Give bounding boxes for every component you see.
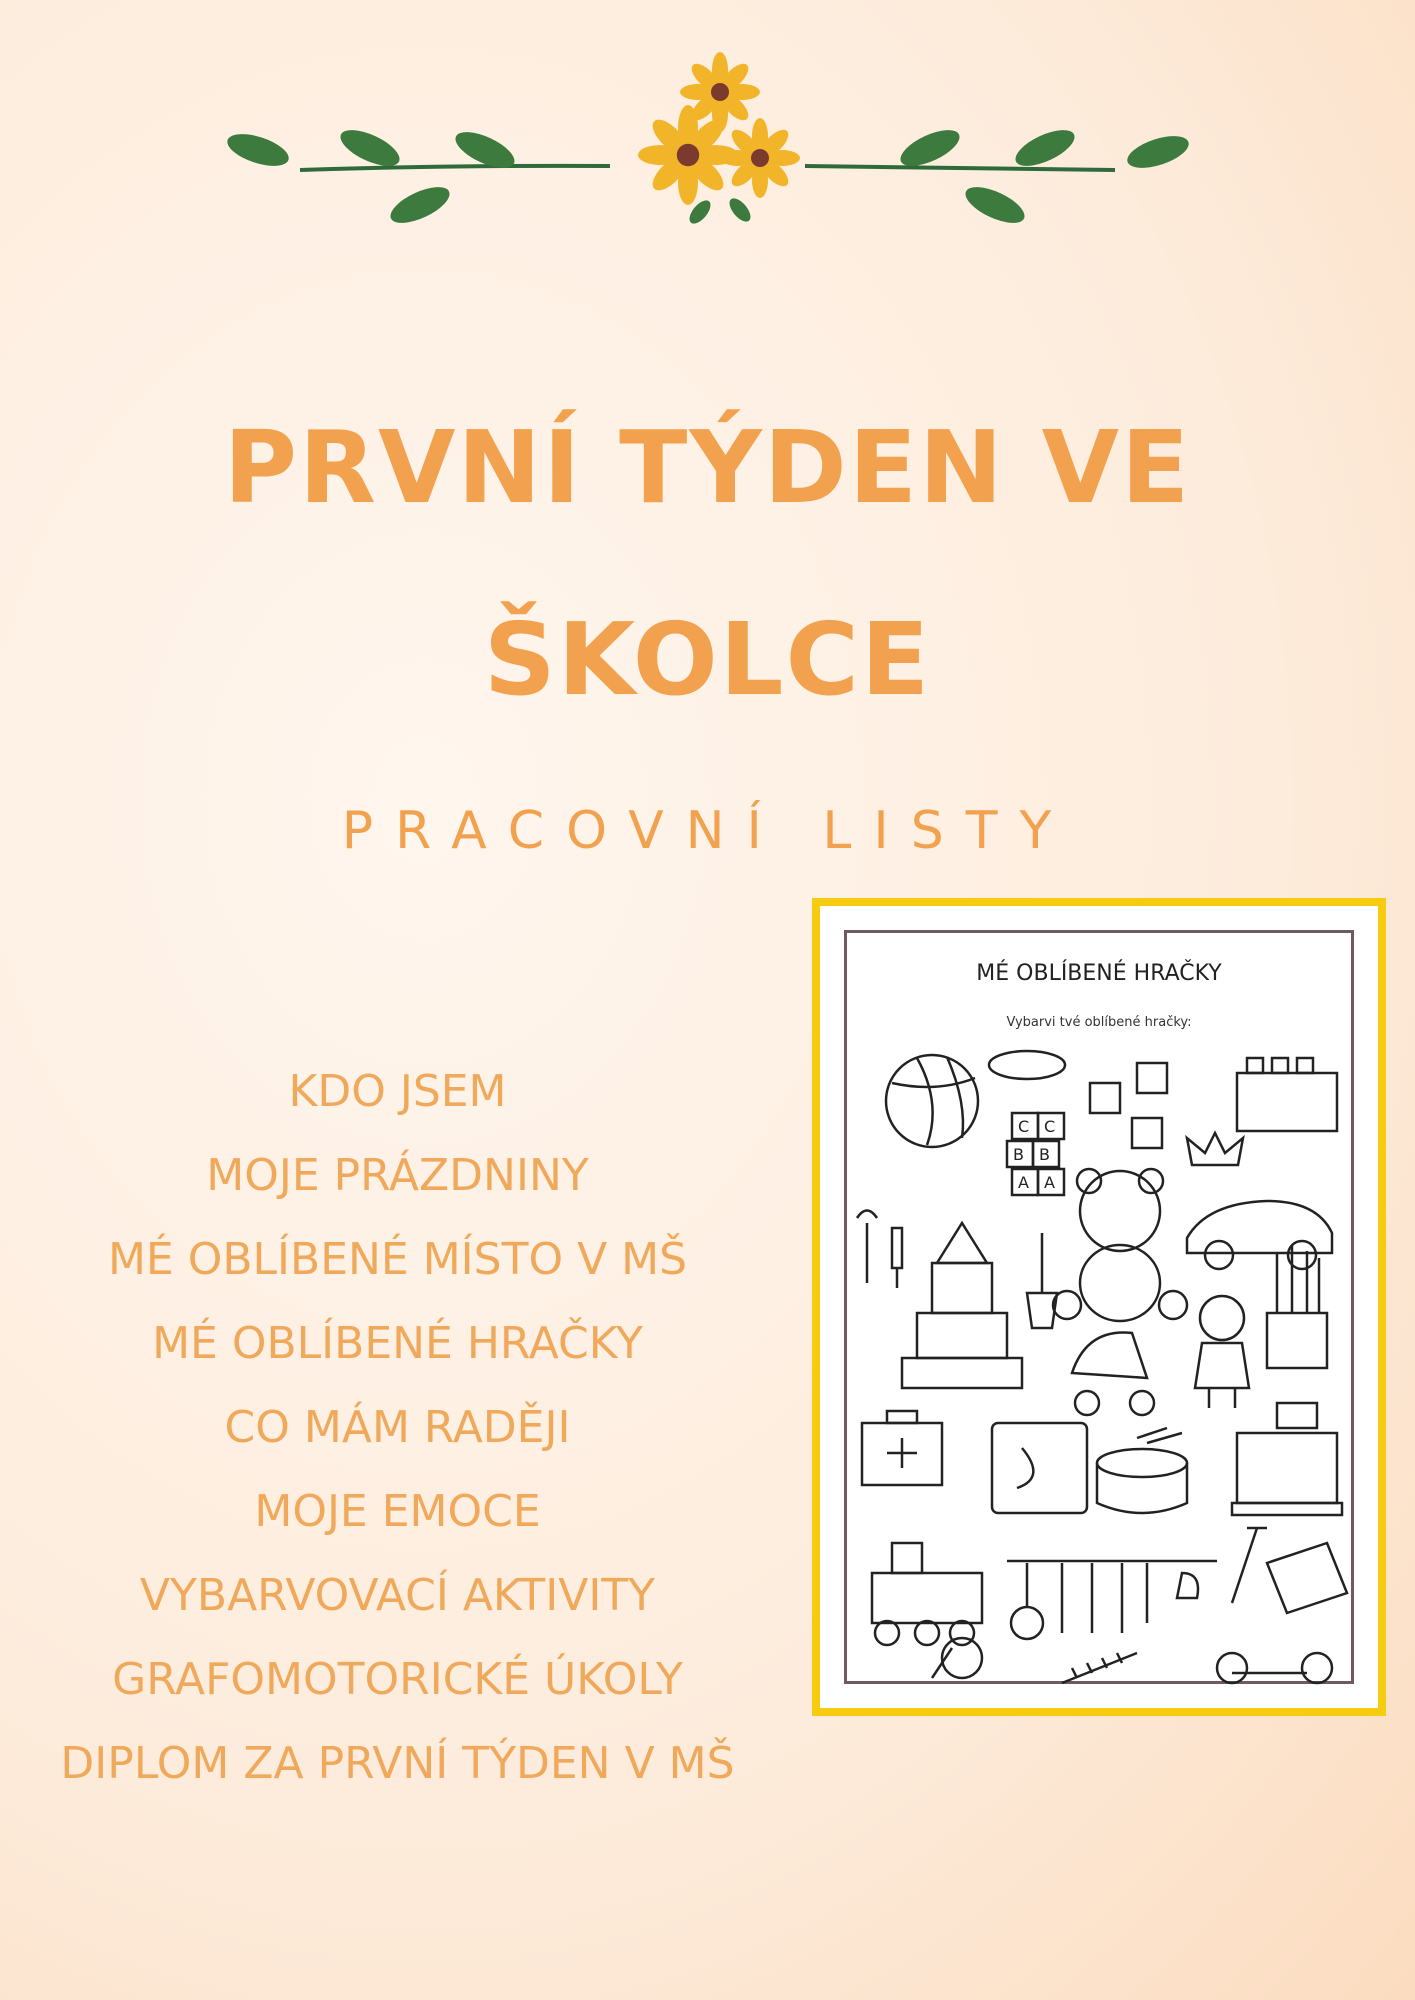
crown-icon xyxy=(1187,1133,1243,1165)
tools-icon xyxy=(857,1211,902,1289)
stroller-icon xyxy=(1072,1333,1154,1416)
contents-item: DIPLOM ZA PRVNÍ TÝDEN V MŠ xyxy=(60,1738,735,1789)
lego-brick-icon xyxy=(1237,1058,1337,1131)
leaf-icon xyxy=(1124,130,1193,175)
leaf-icon xyxy=(224,128,293,173)
toy-train-icon xyxy=(872,1543,982,1645)
comb-icon xyxy=(1062,1653,1137,1683)
picture-book-icon xyxy=(992,1423,1087,1513)
block-letter: C xyxy=(1018,1117,1030,1136)
first-aid-kit-icon xyxy=(862,1411,942,1485)
drum-icon xyxy=(1097,1428,1187,1513)
worksheet-instruction: Vybarvi tvé oblíbené hračky: xyxy=(1006,1015,1192,1030)
worksheet-title: MÉ OBLÍBENÉ HRAČKY xyxy=(976,961,1222,986)
worksheet-page xyxy=(844,930,1354,1684)
contents-list xyxy=(0,1060,795,1816)
contents-item: KDO JSEM xyxy=(288,1066,507,1117)
cash-register-icon xyxy=(1232,1403,1342,1515)
scooter-icon xyxy=(1217,1528,1332,1683)
contents-item: CO MÁM RADĚJI xyxy=(224,1402,571,1453)
block-letter: A xyxy=(1018,1173,1029,1192)
leaf-icon xyxy=(726,195,755,225)
contents-item: GRAFOMOTORICKÉ ÚKOLY xyxy=(112,1654,683,1705)
title-line-1: PRVNÍ TÝDEN VE xyxy=(223,409,1192,526)
toy-car-icon xyxy=(1187,1201,1332,1269)
subtitle: PRACOVNÍ LISTY xyxy=(341,801,1074,861)
sunflower-icon xyxy=(720,118,800,198)
garland-stem-right xyxy=(805,166,1115,170)
castle-blocks-icon xyxy=(902,1223,1022,1388)
ball-icon xyxy=(886,1055,978,1147)
worksheet-preview xyxy=(812,898,1386,1716)
shovel-icon xyxy=(1027,1233,1057,1328)
toy-drawings xyxy=(847,933,1357,1687)
block-letter: B xyxy=(1039,1145,1050,1164)
leaf-icon xyxy=(386,180,455,231)
leaf-icon xyxy=(961,180,1030,231)
title-line-2: ŠKOLCE xyxy=(483,601,932,718)
bead-bracelet-icon xyxy=(989,1051,1065,1079)
garland-stem-left xyxy=(300,166,610,170)
puzzle-icon xyxy=(1090,1063,1167,1148)
doll-icon xyxy=(1195,1296,1249,1408)
pencil-cup-icon xyxy=(1267,1245,1327,1368)
block-letter: A xyxy=(1044,1173,1055,1192)
block-letter: B xyxy=(1013,1145,1024,1164)
teddy-bear-icon xyxy=(1053,1169,1187,1321)
contents-item: MÉ OBLÍBENÉ MÍSTO V MŠ xyxy=(107,1234,688,1285)
kitchen-utensils-icon xyxy=(1007,1561,1217,1639)
leaf-icon xyxy=(1011,123,1080,174)
telephone-icon xyxy=(1267,1543,1347,1613)
flower-garland xyxy=(0,40,1415,240)
contents-item: VYBARVOVACÍ AKTIVITY xyxy=(139,1570,656,1621)
contents-item: MOJE EMOCE xyxy=(254,1486,541,1537)
letter-blocks-icon xyxy=(1007,1113,1064,1195)
block-letter: C xyxy=(1044,1117,1056,1136)
contents-item: MOJE PRÁZDNINY xyxy=(206,1150,589,1201)
contents-item: MÉ OBLÍBENÉ HRAČKY xyxy=(152,1318,643,1369)
